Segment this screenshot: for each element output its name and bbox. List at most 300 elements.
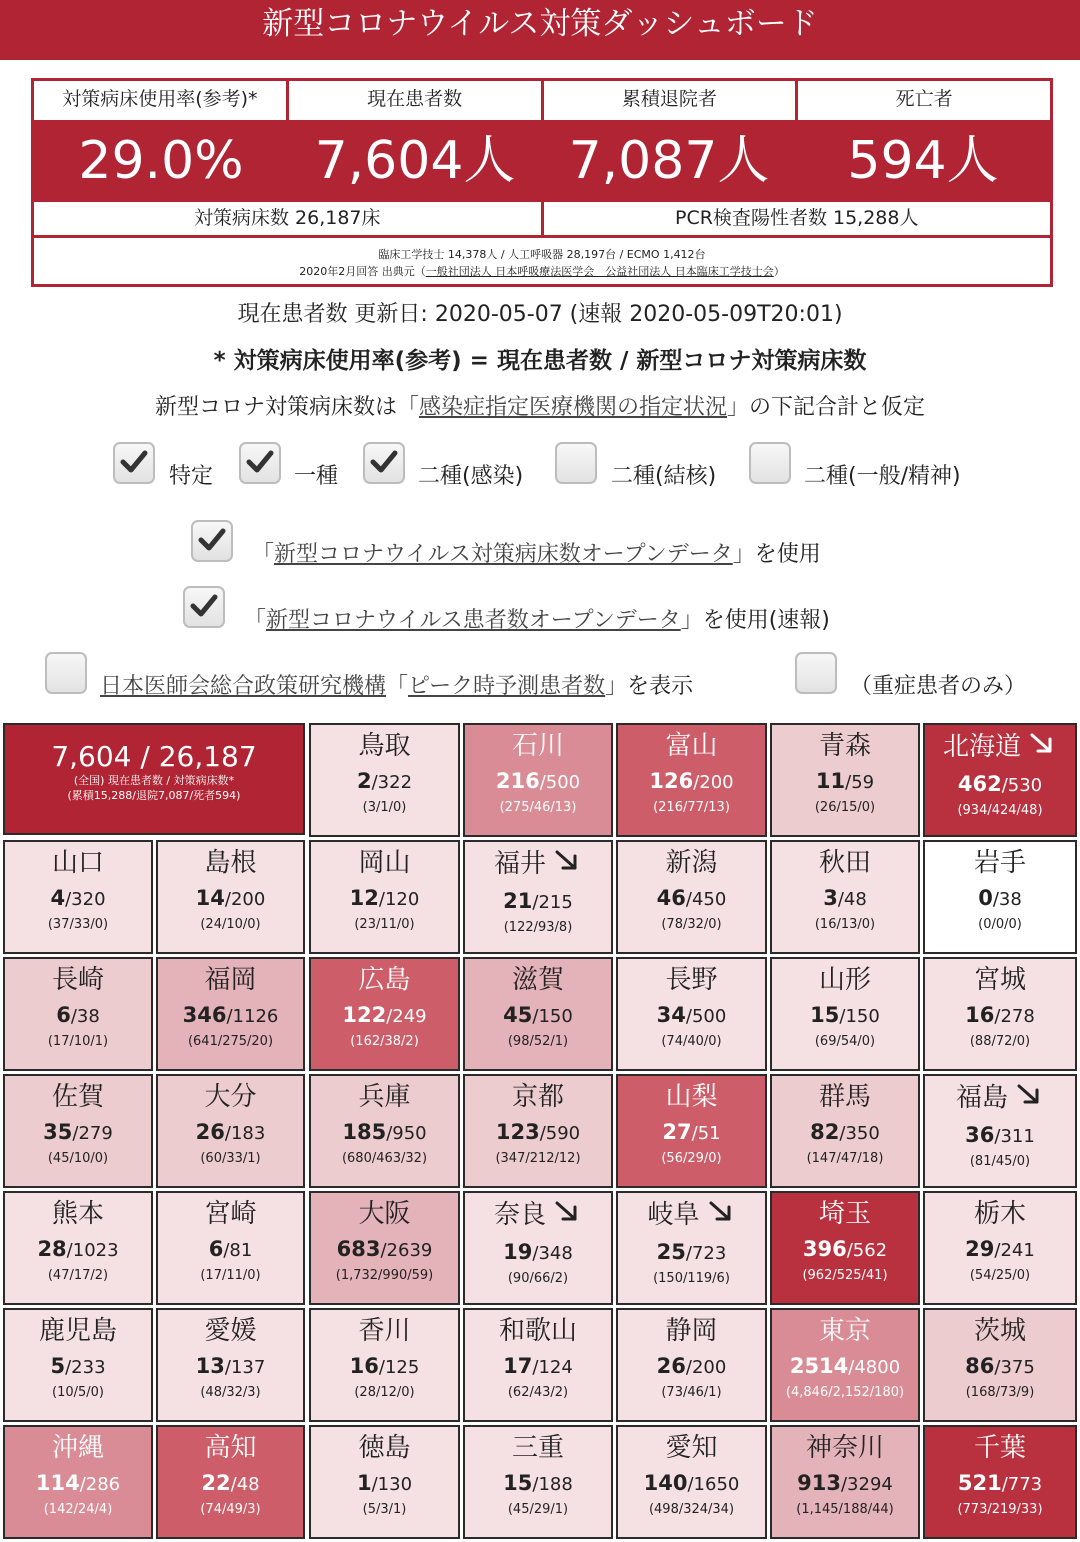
prefecture-beds: 500 [691,1006,727,1027]
peak-prefix: 「 [386,674,409,699]
header-deaths: 死亡者 [895,88,953,110]
prefecture-current: 6 [208,1237,224,1261]
prefecture-patients-beds: 25/723 [656,1240,727,1264]
prefecture-patients-beds: 82/350 [810,1120,880,1144]
prefecture-beds: 241 [1000,1240,1035,1261]
summary-bed-row [34,202,1050,238]
prefecture-name: 奈良 [465,1199,611,1232]
prefecture-breakdown: (147/47/18) [806,1151,884,1166]
prefecture-cell[interactable] [923,1308,1077,1422]
prefecture-cell[interactable] [309,1074,460,1188]
prefecture-patients-beds: 2514/4800 [789,1354,901,1378]
prefecture-cell[interactable] [770,1191,920,1305]
prefecture-patients-beds: 126/200 [649,769,734,793]
prefecture-patients-beds: 14/200 [195,886,266,910]
prefecture-beds: 348 [538,1243,573,1264]
prefecture-name: 香川 [358,1316,411,1346]
update-date: 現在患者数 更新日: 2020-05-07 (速報 2020-05-09T20:01) [237,302,843,327]
prefecture-patients-beds: 683/2639 [336,1237,433,1261]
prefecture-name: 岩手 [973,848,1026,878]
patient-opendata-suffix: 」を使用(速報) [680,608,830,633]
source-prefix: 2020年2月回答 出典元（ [299,265,426,278]
prefecture-name: 滋賀 [511,965,564,995]
jmari-link[interactable]: 日本医師会総合政策研究機構 [100,674,387,699]
prefecture-beds: 137 [230,1357,266,1378]
prefecture-cell[interactable] [309,723,460,837]
prefecture-current: 140 [643,1471,688,1495]
prefecture-beds: 48 [843,889,867,910]
prefecture-beds: 322 [377,772,413,793]
bed-opendata-prefix: 「 [252,542,275,567]
prefecture-current: 216 [495,769,540,793]
prefecture-cell[interactable] [309,957,460,1071]
prefecture-breakdown: (150/119/6) [653,1271,730,1286]
prefecture-cell[interactable] [770,840,920,954]
prefecture-breakdown: (74/49/3) [200,1502,261,1517]
assume-prefix: 新型コロナ対策病床数は「 [154,395,419,420]
prefecture-patients-beds: 0/38 [978,886,1022,910]
prefecture-current: 462 [957,772,1002,796]
prefecture-breakdown: (45/29/1) [507,1502,569,1517]
prefecture-name: 千葉 [973,1433,1026,1463]
prefecture-breakdown: (45/10/0) [47,1151,109,1166]
prefecture-current: 13 [195,1354,225,1378]
national-breakdown: (累積15,288/退院7,087/死者594) [67,789,241,802]
prefecture-breakdown: (37/33/0) [47,917,109,932]
prefecture-breakdown: (47/17/2) [47,1268,109,1283]
prefecture-name: 富山 [665,731,718,761]
prefecture-name: 沖縄 [51,1433,104,1463]
value-bed-usage: 29.0% [78,131,244,191]
prefecture-current: 25 [656,1240,686,1264]
prefecture-cell[interactable] [616,723,767,837]
trend-down-arrow-icon [1014,1082,1044,1115]
prefecture-cell[interactable] [463,723,613,837]
prefecture-beds: 450 [691,889,727,910]
prefecture-current: 34 [656,1003,686,1027]
prefecture-current: 122 [342,1003,387,1027]
prefecture-cell[interactable] [923,1074,1077,1188]
prefecture-breakdown: (122/93/8) [503,920,573,935]
prefecture-patients-beds: 5/233 [50,1354,106,1378]
prefecture-cell[interactable] [923,723,1077,837]
prefecture-cell[interactable] [616,957,767,1071]
prefecture-beds: 773 [1007,1474,1043,1495]
prefecture-name: 長崎 [51,965,104,995]
prefecture-beds: 38 [998,889,1022,910]
prefecture-current: 26 [195,1120,225,1144]
prefecture-beds: 51 [697,1123,721,1144]
prefecture-cell[interactable] [156,840,305,954]
checkbox-specific[interactable] [113,442,155,484]
prefecture-name: 徳島 [358,1433,411,1463]
prefecture-beds: 81 [229,1240,253,1261]
prefecture-cell[interactable] [156,1425,305,1539]
prefecture-name: 静岡 [665,1316,718,1346]
prefecture-current: 14 [195,886,225,910]
prefecture-beds: 125 [384,1357,420,1378]
prefecture-cell[interactable] [770,1074,920,1188]
prefecture-breakdown: (934/424/48) [957,803,1043,818]
prefecture-patients-beds: 913/3294 [797,1471,893,1495]
patient-opendata-option [244,606,830,636]
prefecture-name: 埼玉 [818,1199,871,1229]
prefecture-cell[interactable] [156,1308,305,1422]
prefecture-current: 36 [965,1123,995,1147]
prefecture-patients-beds: 114/286 [35,1471,121,1495]
prefecture-breakdown: (3/1/0) [362,800,407,815]
prefecture-breakdown: (162/38/2) [350,1034,419,1049]
prefecture-beds: 950 [392,1123,427,1144]
prefecture-cell[interactable] [3,1074,153,1188]
prefecture-current: 114 [35,1471,80,1495]
prefecture-beds: 530 [1007,775,1043,796]
prefecture-breakdown: (23/11/0) [354,917,415,932]
checkbox-label-type2-infection: 二種(感染) [418,464,524,489]
prefecture-breakdown: (680/463/32) [341,1151,428,1166]
prefecture-cell[interactable] [463,1191,613,1305]
prefecture-name: 福島 [925,1082,1075,1115]
prefecture-breakdown: (168/73/9) [965,1385,1035,1400]
prefecture-breakdown: (48/32/3) [200,1385,261,1400]
prefecture-breakdown: (69/54/0) [814,1034,876,1049]
peak-forecast-link[interactable]: ピーク時予測患者数 [408,674,606,699]
bed-opendata-option [252,540,821,570]
prefecture-name: 広島 [358,965,411,995]
prefecture-cell[interactable] [923,1191,1077,1305]
prefecture-beds: 120 [384,889,420,910]
national-ratio: 7,604 / 26,187 [51,740,257,773]
prefecture-current: 2 [356,769,372,793]
prefecture-cell[interactable] [923,1425,1077,1539]
summary-panel [31,78,1053,287]
prefecture-beds: 590 [545,1123,581,1144]
prefecture-beds: 1023 [72,1240,119,1261]
prefecture-breakdown: (347/212/12) [495,1151,581,1166]
prefecture-patients-beds: 3/48 [823,886,867,910]
checkbox-label-type1: 一種 [294,464,339,489]
prefecture-name: 宮城 [973,965,1026,995]
prefecture-name: 岡山 [358,848,411,878]
patient-opendata-prefix: 「 [244,608,267,633]
prefecture-current: 11 [815,769,846,793]
prefecture-current: 21 [503,889,533,913]
prefecture-name: 愛媛 [204,1316,257,1346]
prefecture-breakdown: (62/43/2) [507,1385,569,1400]
prefecture-cell[interactable] [616,840,767,954]
prefecture-patients-beds: 346/1126 [182,1003,279,1027]
prefecture-cell[interactable] [616,1191,767,1305]
prefecture-current: 15 [810,1003,840,1027]
prefecture-beds: 150 [845,1006,880,1027]
prefecture-patients-beds: 4/320 [50,886,106,910]
source-link[interactable]: 一般社団法人 日本呼吸療法医学会 公益社団法人 日本臨床工学技士会 [425,265,774,278]
dashboard-title: 新型コロナウイルス対策ダッシュボード [0,0,1080,60]
prefecture-beds: 188 [538,1474,573,1495]
prefecture-cell[interactable] [463,1308,613,1422]
prefecture-name: 宮崎 [204,1199,257,1229]
prefecture-breakdown: (1,732/990/59) [335,1268,434,1283]
prefecture-breakdown: (17/10/1) [47,1034,109,1049]
designation-status-link[interactable]: 感染症指定医療機関の指定状況 [418,395,727,420]
prefecture-patients-beds: 46/450 [656,886,727,910]
prefecture-beds: 350 [845,1123,880,1144]
prefecture-beds: 59 [851,772,875,793]
prefecture-cell[interactable] [923,957,1077,1071]
prefecture-breakdown: (26/15/0) [814,800,876,815]
prefecture-cell[interactable] [3,840,153,954]
prefecture-name: 山口 [51,848,104,878]
prefecture-beds: 200 [230,889,266,910]
prefecture-patients-beds: 1/130 [356,1471,413,1495]
prefecture-cell[interactable] [463,957,613,1071]
prefecture-name: 三重 [511,1433,564,1463]
equipment-info [34,241,1050,284]
value-deaths: 594人 [847,131,999,191]
prefecture-patients-beds: 86/375 [965,1354,1035,1378]
prefecture-patients-beds: 35/279 [43,1120,113,1144]
assume-suffix: 」の下記合計と仮定 [727,395,926,420]
prefecture-beds: 375 [1000,1357,1035,1378]
checkbox-type1[interactable] [239,442,281,484]
prefecture-beds: 124 [538,1357,573,1378]
prefecture-current: 15 [503,1471,533,1495]
prefecture-current: 46 [656,886,686,910]
prefecture-cell[interactable] [463,840,613,954]
checkbox-label-type2-tuberculosis: 二種(結核) [611,464,717,489]
prefecture-patients-beds: 462/530 [957,772,1043,796]
prefecture-beds: 311 [1000,1126,1035,1147]
prefecture-name: 福岡 [204,965,257,995]
prefecture-current: 123 [495,1120,540,1144]
prefecture-breakdown: (17/11/0) [200,1268,261,1283]
prefecture-name: 鹿児島 [38,1316,117,1346]
prefecture-patients-beds: 15/150 [810,1003,880,1027]
national-caption: (全国) 現在患者数 / 対策病床数* [73,774,235,787]
prefecture-patients-beds: 521/773 [957,1471,1043,1495]
prefecture-name: 岐阜 [618,1199,765,1232]
trend-down-arrow-icon [706,1199,736,1232]
prefecture-current: 3 [823,886,838,910]
prefecture-name: 神奈川 [805,1433,884,1463]
prefecture-patients-beds: 123/590 [495,1120,581,1144]
header-bed-usage: 対策病床使用率(参考)* [34,81,289,120]
prefecture-patients-beds: 16/125 [349,1354,420,1378]
prefecture-cell[interactable] [156,1191,305,1305]
prefecture-current: 396 [802,1237,847,1261]
prefecture-breakdown: (88/72/0) [969,1034,1031,1049]
bed-opendata-link[interactable]: 新型コロナウイルス対策病床数オープンデータ [274,542,733,567]
summary-values [34,120,1050,202]
prefecture-breakdown: (81/45/0) [969,1154,1031,1169]
prefecture-current: 29 [965,1237,995,1261]
prefecture-patients-beds: 122/249 [342,1003,427,1027]
prefecture-beds: 3294 [847,1474,893,1495]
prefecture-name: 秋田 [818,848,871,878]
prefecture-cell[interactable] [463,1425,613,1539]
prefecture-breakdown: (90/66/2) [507,1271,569,1286]
prefecture-name: 佐賀 [51,1082,104,1112]
prefecture-cell[interactable] [156,1074,305,1188]
prefecture-cell[interactable] [770,1425,920,1539]
prefecture-current: 346 [182,1003,227,1027]
prefecture-current: 683 [336,1237,381,1261]
prefecture-breakdown: (0/0/0) [978,917,1022,932]
peak-forecast-option [100,672,693,702]
prefecture-beds: 38 [76,1006,100,1027]
prefecture-breakdown: (54/25/0) [969,1268,1031,1283]
prefecture-current: 16 [349,1354,379,1378]
prefecture-cell[interactable] [3,1191,153,1305]
prefecture-breakdown: (28/12/0) [354,1385,415,1400]
prefecture-name: 島根 [204,848,257,878]
prefecture-beds: 130 [377,1474,413,1495]
prefecture-cell[interactable] [3,1308,153,1422]
prefecture-grid [3,723,1077,1539]
prefecture-name: 高知 [204,1433,257,1463]
value-discharged: 7,087人 [568,131,770,191]
equipment-line: 臨床工学技士 14,378人 / 人工呼吸器 28,197台 / ECMO 1,412台 [378,248,706,261]
prefecture-patients-beds: 2/322 [356,769,413,793]
prefecture-beds: 279 [78,1123,113,1144]
trend-down-arrow-icon [552,848,582,881]
prefecture-breakdown: (10/5/0) [52,1385,104,1400]
prefecture-cell[interactable] [309,1425,460,1539]
header-discharged: 累積退院者 [544,81,799,120]
prefecture-beds: 320 [71,889,106,910]
prefecture-patients-beds: 45/150 [503,1003,573,1027]
prefecture-patients-beds: 216/500 [495,769,581,793]
prefecture-current: 185 [342,1120,387,1144]
header-current-patients: 現在患者数 [289,81,544,120]
prefecture-breakdown: (24/10/0) [200,917,261,932]
prefecture-cell[interactable] [156,957,305,1071]
prefecture-patients-beds: 396/562 [802,1237,888,1261]
prefecture-breakdown: (641/275/20) [187,1034,274,1049]
prefecture-patients-beds: 15/188 [503,1471,573,1495]
prefecture-beds: 200 [691,1357,727,1378]
prefecture-patients-beds: 19/348 [503,1240,573,1264]
checkbox-severe-only[interactable] [795,652,837,694]
prefecture-name: 青森 [818,731,871,761]
prefecture-cell[interactable] [923,840,1077,954]
prefecture-patients-beds: 13/137 [195,1354,266,1378]
prefecture-breakdown: (60/33/1) [200,1151,261,1166]
patient-opendata-link[interactable]: 新型コロナウイルス患者数オープンデータ [266,608,681,633]
prefecture-beds: 286 [85,1474,121,1495]
pcr-positive: PCR検査陽性者数 15,288人 [675,207,919,229]
prefecture-patients-beds: 21/215 [503,889,573,913]
prefecture-name: 鳥取 [358,731,411,761]
prefecture-current: 26 [656,1354,686,1378]
prefecture-patients-beds: 16/278 [965,1003,1035,1027]
prefecture-patients-beds: 29/241 [965,1237,1035,1261]
prefecture-cell[interactable] [3,957,153,1071]
prefecture-breakdown: (16/13/0) [814,917,876,932]
prefecture-beds: 233 [71,1357,106,1378]
prefecture-name: 群馬 [818,1082,871,1112]
prefecture-cell[interactable] [770,1308,920,1422]
prefecture-current: 2514 [789,1354,849,1378]
national-total-cell[interactable] [3,723,305,835]
usage-formula: * 対策病床使用率(参考) = 現在患者数 / 新型コロナ対策病床数 [213,348,867,374]
bed-assumption [0,391,1080,425]
checkbox-bed-opendata[interactable] [191,520,233,562]
prefecture-breakdown: (275/46/13) [499,800,577,815]
prefecture-beds: 4800 [854,1357,901,1378]
prefecture-breakdown: (74/40/0) [661,1034,722,1049]
prefecture-beds: 183 [230,1123,266,1144]
prefecture-current: 1 [356,1471,372,1495]
prefecture-patients-beds: 28/1023 [37,1237,119,1261]
prefecture-breakdown: (5/3/1) [362,1502,407,1517]
prefecture-cell[interactable] [770,957,920,1071]
prefecture-name: 栃木 [973,1199,1026,1229]
prefecture-cell[interactable] [616,1308,767,1422]
prefecture-name: 兵庫 [358,1082,411,1112]
checkbox-type2-infection[interactable] [363,442,405,484]
prefecture-patients-beds: 17/124 [503,1354,573,1378]
prefecture-current: 5 [50,1354,66,1378]
prefecture-name: 新潟 [665,848,718,878]
prefecture-current: 17 [503,1354,533,1378]
total-beds: 対策病床数 26,187床 [34,202,544,235]
prefecture-cell[interactable] [309,840,460,954]
prefecture-name: 北海道 [925,731,1075,764]
prefecture-beds: 215 [538,892,573,913]
checkbox-type2-tuberculosis[interactable] [555,442,597,484]
prefecture-cell[interactable] [616,1074,767,1188]
prefecture-cell[interactable] [3,1425,153,1539]
prefecture-name: 福井 [465,848,611,881]
prefecture-patients-beds: 36/311 [965,1123,1035,1147]
checkbox-label-specific: 特定 [169,464,214,489]
prefecture-cell[interactable] [616,1425,767,1539]
severe-only-label: （重症患者のみ） [850,674,1027,699]
prefecture-beds: 48 [236,1474,260,1495]
prefecture-name: 茨城 [973,1316,1026,1346]
prefecture-beds: 1126 [232,1006,279,1027]
prefecture-beds: 249 [392,1006,427,1027]
prefecture-beds: 278 [1000,1006,1035,1027]
prefecture-name: 熊本 [51,1199,104,1229]
prefecture-breakdown: (73/46/1) [661,1385,722,1400]
prefecture-current: 28 [37,1237,67,1261]
prefecture-cell[interactable] [309,1191,460,1305]
checkbox-patient-opendata[interactable] [183,586,225,628]
prefecture-patients-beds: 6/81 [208,1237,253,1261]
prefecture-patients-beds: 26/200 [656,1354,727,1378]
prefecture-cell[interactable] [463,1074,613,1188]
checkbox-peak-forecast[interactable] [45,652,87,694]
prefecture-current: 27 [662,1120,692,1144]
prefecture-current: 6 [56,1003,71,1027]
prefecture-patients-beds: 11/59 [815,769,875,793]
prefecture-name: 大阪 [358,1199,411,1229]
prefecture-cell[interactable] [309,1308,460,1422]
prefecture-cell[interactable] [770,723,920,837]
prefecture-current: 126 [649,769,694,793]
prefecture-breakdown: (216/77/13) [653,800,730,815]
prefecture-current: 35 [43,1120,73,1144]
prefecture-beds: 2639 [386,1240,433,1261]
checkbox-type2-general[interactable] [749,442,791,484]
prefecture-breakdown: (962/525/41) [802,1268,888,1283]
prefecture-patients-beds: 27/51 [662,1120,721,1144]
prefecture-beds: 723 [691,1243,727,1264]
prefecture-breakdown: (56/29/0) [661,1151,722,1166]
prefecture-beds: 500 [545,772,581,793]
